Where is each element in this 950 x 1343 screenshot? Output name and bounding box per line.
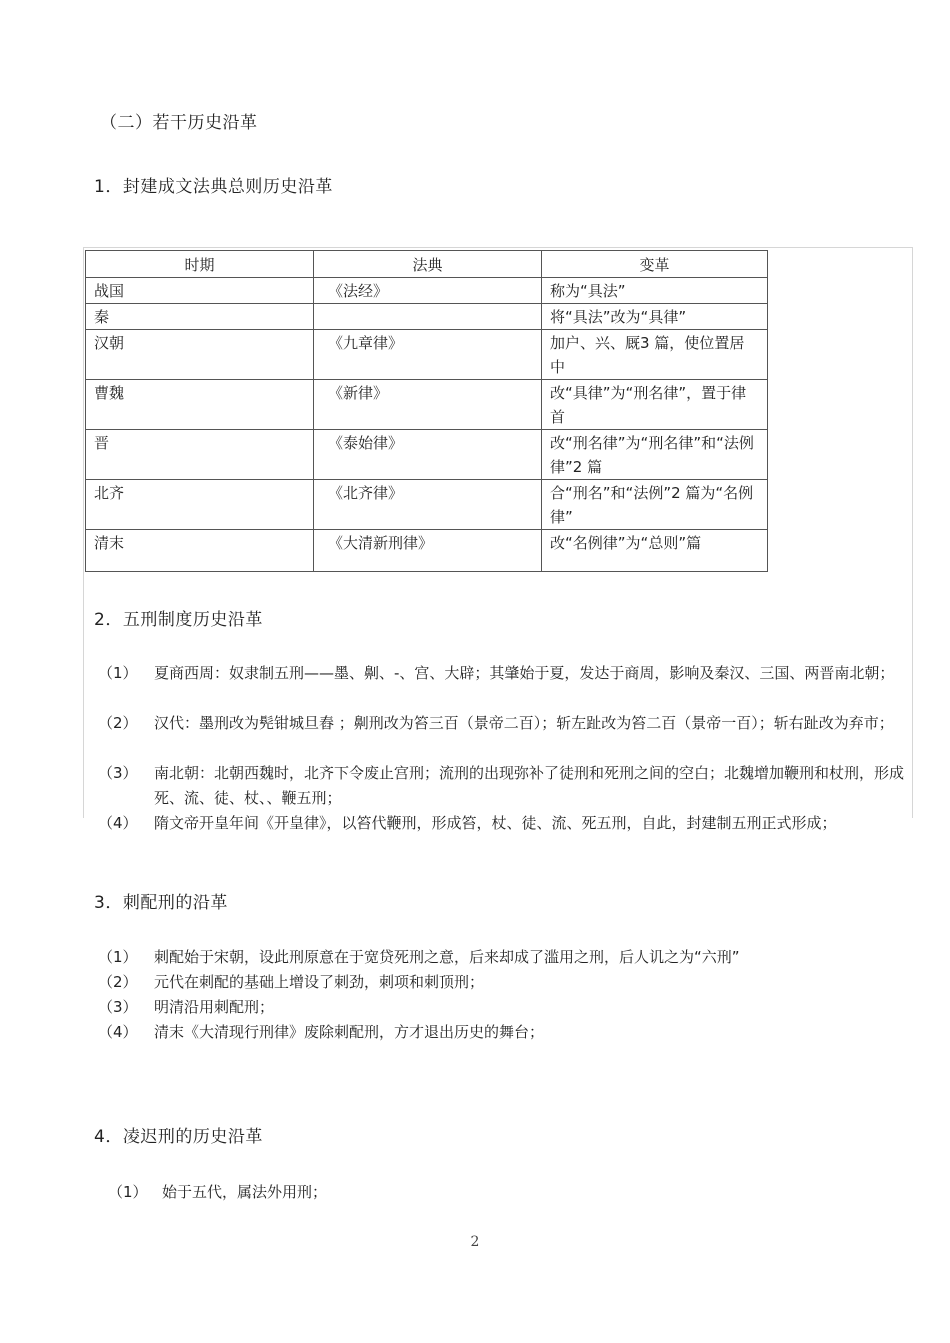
list-item-text: 刺配始于宋朝，设此刑原意在于宽贷死刑之意，后来却成了滥用之刑，后人讥之为“六刑” (154, 948, 740, 966)
list-item (98, 661, 918, 711)
heading-4: 4．凌迟刑的历史沿革 (94, 1127, 263, 1147)
list-item-number: （4） (98, 814, 138, 832)
list-item-number: （1） (98, 664, 138, 682)
list-item-text: 元代在刺配的基础上增设了刺劲，刺项和刺顶刑； (154, 973, 485, 991)
table-row (86, 530, 768, 572)
cell-code: 《北齐律》 (314, 480, 542, 530)
cell-period: 秦 (86, 304, 314, 330)
section-title: （二）若干历史沿革 (100, 113, 258, 133)
page-number: 2 (470, 1234, 480, 1250)
cell-change: 改“具律”为“刑名律”，置于律首 (542, 380, 768, 430)
table-row (86, 278, 768, 304)
header-change: 变革 (542, 251, 768, 278)
cell-period: 曹魏 (86, 380, 314, 430)
list-item (98, 970, 918, 995)
cell-period: 晋 (86, 430, 314, 480)
cell-change: 改“名例律”为“总则”篇 (542, 530, 768, 572)
cell-change: 改“刑名律”为“刑名律”和“法例律”2 篇 (542, 430, 768, 480)
list-item-text: 隋文帝开皇年间《开皇律》，以笞代鞭刑，形成笞，杖、徒、流、死五刑，自此，封建制五刑正式形成； (154, 814, 837, 832)
cell-code: 《新律》 (314, 380, 542, 430)
heading-3: 3．刺配刑的沿革 (94, 893, 228, 913)
list-item-text: 汉代：墨刑改为髡钳城旦舂 ；劓刑改为笞三百（景帝二百）；斩左趾改为笞二百（景帝一百）；斩右趾改为弃市； (154, 714, 894, 732)
cell-period: 清末 (86, 530, 314, 572)
cell-code (314, 304, 542, 330)
list-item (98, 761, 918, 811)
cell-change: 加户、兴、厩3 篇，使位置居中 (542, 330, 768, 380)
list-item (98, 1020, 918, 1045)
list-item-text: 夏商西周：奴隶制五刑——墨、劓、-、宫、大辟；其肇始于夏，发达于商周，影响及秦汉、三国、两晋南北朝； (154, 664, 895, 682)
law-code-table (85, 250, 768, 572)
table-row (86, 430, 768, 480)
cell-code: 《法经》 (314, 278, 542, 304)
list-item-text: 南北朝：北朝西魏时，北齐下令废止宫刑；流刑的出现弥补了徒刑和死刑之间的空白；北魏增加鞭刑和杖刑，形成死、流、徒、杖、、鞭五刑； (154, 764, 905, 807)
cell-change: 合“刑名”和“法例”2 篇为“名例律” (542, 480, 768, 530)
list-item-number: （3） (98, 998, 138, 1016)
list-item (98, 711, 928, 761)
table-row (86, 330, 768, 380)
list-item-number: （1） (108, 1183, 148, 1201)
list-item-number: （3） (98, 764, 138, 782)
header-code: 法典 (314, 251, 542, 278)
cell-change: 将“具法”改为“具律” (542, 304, 768, 330)
heading-1: 1．封建成文法典总则历史沿革 (94, 177, 333, 197)
list-item-text: 始于五代，属法外用刑； (162, 1183, 328, 1201)
cell-period: 北齐 (86, 480, 314, 530)
list-item (98, 995, 918, 1020)
list-item-number: （4） (98, 1023, 138, 1041)
cell-period: 汉朝 (86, 330, 314, 380)
heading-2: 2．五刑制度历史沿革 (94, 610, 263, 630)
table-row (86, 304, 768, 330)
table-row (86, 480, 768, 530)
table-header-row (86, 251, 768, 278)
list-item-number: （2） (98, 714, 138, 732)
cell-change: 称为“具法” (542, 278, 768, 304)
table-row (86, 380, 768, 430)
list-item-number: （1） (98, 948, 138, 966)
list-item (108, 1180, 908, 1205)
list-item (98, 811, 938, 836)
cell-code: 《泰始律》 (314, 430, 542, 480)
cell-period: 战国 (86, 278, 314, 304)
list-item-text: 明清沿用刺配刑； (154, 998, 275, 1016)
cell-code: 《九章律》 (314, 330, 542, 380)
header-period: 时期 (86, 251, 314, 278)
list-item-text: 清末《大清现行刑律》废除刺配刑，方才退出历史的舞台； (154, 1023, 545, 1041)
list-item-number: （2） (98, 973, 138, 991)
cell-code: 《大清新刑律》 (314, 530, 542, 572)
list-item (98, 945, 918, 970)
